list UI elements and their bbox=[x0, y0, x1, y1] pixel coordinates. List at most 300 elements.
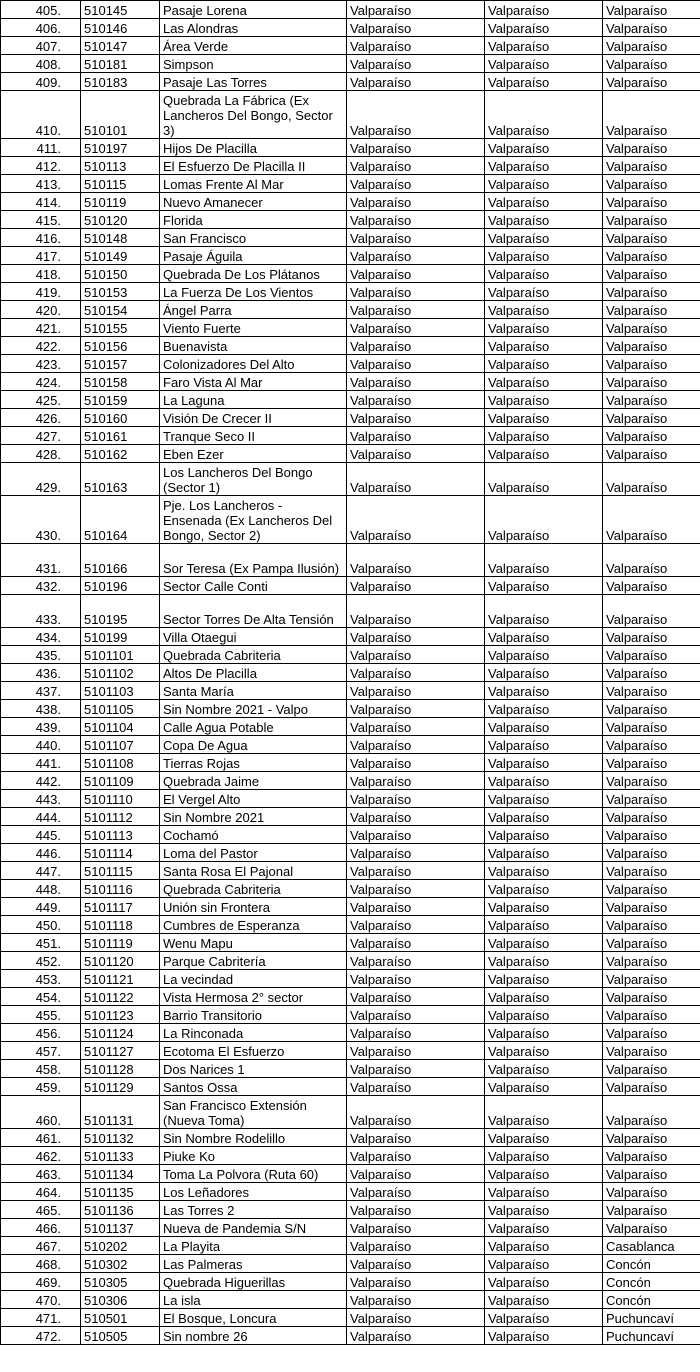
commune-cell: Valparaíso bbox=[603, 682, 700, 700]
region-cell: Valparaíso bbox=[347, 664, 485, 682]
row-number-cell: 419. bbox=[1, 283, 81, 301]
province-cell: Valparaíso bbox=[485, 1291, 603, 1309]
row-number-cell: 470. bbox=[1, 1291, 81, 1309]
table-row bbox=[1, 628, 700, 646]
province-cell: Valparaíso bbox=[485, 409, 603, 427]
commune-cell: Valparaíso bbox=[603, 175, 700, 193]
code-cell: 510163 bbox=[81, 463, 160, 496]
region-cell: Valparaíso bbox=[347, 337, 485, 355]
region-cell: Valparaíso bbox=[347, 790, 485, 808]
settlement-name-cell: Buenavista bbox=[160, 337, 347, 355]
settlement-name-cell: Área Verde bbox=[160, 37, 347, 55]
province-cell: Valparaíso bbox=[485, 1, 603, 19]
province-cell: Valparaíso bbox=[485, 700, 603, 718]
code-cell: 5101128 bbox=[81, 1060, 160, 1078]
commune-cell: Valparaíso bbox=[603, 247, 700, 265]
row-number-cell: 427. bbox=[1, 427, 81, 445]
code-cell: 5101127 bbox=[81, 1042, 160, 1060]
commune-cell: Valparaíso bbox=[603, 970, 700, 988]
region-cell: Valparaíso bbox=[347, 229, 485, 247]
table-body bbox=[1, 1, 700, 1345]
row-number-cell: 442. bbox=[1, 772, 81, 790]
region-cell: Valparaíso bbox=[347, 544, 485, 577]
commune-cell: Valparaíso bbox=[603, 445, 700, 463]
code-cell: 5101137 bbox=[81, 1219, 160, 1237]
table-row bbox=[1, 37, 700, 55]
row-number-cell: 434. bbox=[1, 628, 81, 646]
commune-cell: Valparaíso bbox=[603, 577, 700, 595]
table-row bbox=[1, 427, 700, 445]
region-cell: Valparaíso bbox=[347, 193, 485, 211]
settlement-name-cell: Copa De Agua bbox=[160, 736, 347, 754]
table-row bbox=[1, 1, 700, 19]
code-cell: 5101119 bbox=[81, 934, 160, 952]
settlement-name-cell: Santa Rosa El Pajonal bbox=[160, 862, 347, 880]
commune-cell: Valparaíso bbox=[603, 898, 700, 916]
commune-cell: Puchuncaví bbox=[603, 1327, 700, 1345]
code-cell: 5101122 bbox=[81, 988, 160, 1006]
code-cell: 510119 bbox=[81, 193, 160, 211]
code-cell: 5101102 bbox=[81, 664, 160, 682]
commune-cell: Valparaíso bbox=[603, 37, 700, 55]
table-row bbox=[1, 211, 700, 229]
table-row bbox=[1, 700, 700, 718]
province-cell: Valparaíso bbox=[485, 544, 603, 577]
settlement-name-cell: La isla bbox=[160, 1291, 347, 1309]
settlement-name-cell: Villa Otaegui bbox=[160, 628, 347, 646]
code-cell: 510166 bbox=[81, 544, 160, 577]
table-row bbox=[1, 91, 700, 139]
row-number-cell: 444. bbox=[1, 808, 81, 826]
region-cell: Valparaíso bbox=[347, 1024, 485, 1042]
table-row bbox=[1, 139, 700, 157]
table-row bbox=[1, 880, 700, 898]
province-cell: Valparaíso bbox=[485, 427, 603, 445]
commune-cell: Casablanca bbox=[603, 1237, 700, 1255]
commune-cell: Valparaíso bbox=[603, 373, 700, 391]
province-cell: Valparaíso bbox=[485, 1096, 603, 1129]
commune-cell: Valparaíso bbox=[603, 1006, 700, 1024]
table-row bbox=[1, 1237, 700, 1255]
commune-cell: Puchuncaví bbox=[603, 1309, 700, 1327]
province-cell: Valparaíso bbox=[485, 1327, 603, 1345]
settlement-name-cell: El Esfuerzo De Placilla II bbox=[160, 157, 347, 175]
province-cell: Valparaíso bbox=[485, 736, 603, 754]
row-number-cell: 436. bbox=[1, 664, 81, 682]
province-cell: Valparaíso bbox=[485, 391, 603, 409]
code-cell: 510302 bbox=[81, 1255, 160, 1273]
settlement-name-cell: Tranque Seco II bbox=[160, 427, 347, 445]
settlement-name-cell: Eben Ezer bbox=[160, 445, 347, 463]
row-number-cell: 456. bbox=[1, 1024, 81, 1042]
region-cell: Valparaíso bbox=[347, 1327, 485, 1345]
table-row bbox=[1, 934, 700, 952]
table-row bbox=[1, 577, 700, 595]
row-number-cell: 432. bbox=[1, 577, 81, 595]
code-cell: 5101134 bbox=[81, 1165, 160, 1183]
table-row bbox=[1, 1327, 700, 1345]
table-row bbox=[1, 1309, 700, 1327]
province-cell: Valparaíso bbox=[485, 37, 603, 55]
region-cell: Valparaíso bbox=[347, 496, 485, 544]
province-cell: Valparaíso bbox=[485, 301, 603, 319]
table-row bbox=[1, 19, 700, 37]
settlement-name-cell: Santa María bbox=[160, 682, 347, 700]
commune-cell: Valparaíso bbox=[603, 544, 700, 577]
table-row bbox=[1, 718, 700, 736]
province-cell: Valparaíso bbox=[485, 1165, 603, 1183]
region-cell: Valparaíso bbox=[347, 283, 485, 301]
province-cell: Valparaíso bbox=[485, 139, 603, 157]
table-row bbox=[1, 409, 700, 427]
province-cell: Valparaíso bbox=[485, 265, 603, 283]
region-cell: Valparaíso bbox=[347, 718, 485, 736]
region-cell: Valparaíso bbox=[347, 91, 485, 139]
region-cell: Valparaíso bbox=[347, 409, 485, 427]
table-row bbox=[1, 862, 700, 880]
code-cell: 5101132 bbox=[81, 1129, 160, 1147]
commune-cell: Valparaíso bbox=[603, 595, 700, 628]
region-cell: Valparaíso bbox=[347, 1201, 485, 1219]
province-cell: Valparaíso bbox=[485, 934, 603, 952]
province-cell: Valparaíso bbox=[485, 628, 603, 646]
table-row bbox=[1, 175, 700, 193]
region-cell: Valparaíso bbox=[347, 682, 485, 700]
settlement-name-cell: El Vergel Alto bbox=[160, 790, 347, 808]
region-cell: Valparaíso bbox=[347, 577, 485, 595]
province-cell: Valparaíso bbox=[485, 19, 603, 37]
code-cell: 510149 bbox=[81, 247, 160, 265]
code-cell: 5101133 bbox=[81, 1147, 160, 1165]
province-cell: Valparaíso bbox=[485, 862, 603, 880]
row-number-cell: 420. bbox=[1, 301, 81, 319]
province-cell: Valparaíso bbox=[485, 808, 603, 826]
row-number-cell: 418. bbox=[1, 265, 81, 283]
table-row bbox=[1, 1219, 700, 1237]
table-row bbox=[1, 463, 700, 496]
code-cell: 510147 bbox=[81, 37, 160, 55]
commune-cell: Valparaíso bbox=[603, 718, 700, 736]
province-cell: Valparaíso bbox=[485, 463, 603, 496]
row-number-cell: 415. bbox=[1, 211, 81, 229]
commune-cell: Valparaíso bbox=[603, 790, 700, 808]
commune-cell: Valparaíso bbox=[603, 772, 700, 790]
row-number-cell: 472. bbox=[1, 1327, 81, 1345]
region-cell: Valparaíso bbox=[347, 916, 485, 934]
commune-cell: Valparaíso bbox=[603, 826, 700, 844]
province-cell: Valparaíso bbox=[485, 1147, 603, 1165]
row-number-cell: 446. bbox=[1, 844, 81, 862]
row-number-cell: 462. bbox=[1, 1147, 81, 1165]
settlement-name-cell: Santos Ossa bbox=[160, 1078, 347, 1096]
commune-cell: Valparaíso bbox=[603, 91, 700, 139]
settlement-name-cell: Sector Torres De Alta Tensión bbox=[160, 595, 347, 628]
table-row bbox=[1, 373, 700, 391]
settlement-name-cell: Los Leñadores bbox=[160, 1183, 347, 1201]
code-cell: 5101110 bbox=[81, 790, 160, 808]
code-cell: 510306 bbox=[81, 1291, 160, 1309]
table-row bbox=[1, 1006, 700, 1024]
region-cell: Valparaíso bbox=[347, 1078, 485, 1096]
province-cell: Valparaíso bbox=[485, 898, 603, 916]
table-row bbox=[1, 646, 700, 664]
table-row bbox=[1, 772, 700, 790]
settlement-name-cell: Barrio Transitorio bbox=[160, 1006, 347, 1024]
settlement-name-cell: Pasaje Águila bbox=[160, 247, 347, 265]
commune-cell: Valparaíso bbox=[603, 754, 700, 772]
settlement-name-cell: Toma La Polvora (Ruta 60) bbox=[160, 1165, 347, 1183]
code-cell: 510202 bbox=[81, 1237, 160, 1255]
settlement-name-cell: La Rinconada bbox=[160, 1024, 347, 1042]
commune-cell: Valparaíso bbox=[603, 319, 700, 337]
code-cell: 5101107 bbox=[81, 736, 160, 754]
table-row bbox=[1, 337, 700, 355]
commune-cell: Valparaíso bbox=[603, 463, 700, 496]
settlement-name-cell: Hijos De Placilla bbox=[160, 139, 347, 157]
province-cell: Valparaíso bbox=[485, 1255, 603, 1273]
province-cell: Valparaíso bbox=[485, 970, 603, 988]
settlement-name-cell: Cumbres de Esperanza bbox=[160, 916, 347, 934]
settlement-name-cell: Quebrada Jaime bbox=[160, 772, 347, 790]
table-row bbox=[1, 157, 700, 175]
table-row bbox=[1, 595, 700, 628]
code-cell: 5101123 bbox=[81, 1006, 160, 1024]
region-cell: Valparaíso bbox=[347, 1060, 485, 1078]
region-cell: Valparaíso bbox=[347, 373, 485, 391]
region-cell: Valparaíso bbox=[347, 595, 485, 628]
commune-cell: Valparaíso bbox=[603, 301, 700, 319]
code-cell: 510197 bbox=[81, 139, 160, 157]
region-cell: Valparaíso bbox=[347, 301, 485, 319]
table-row bbox=[1, 898, 700, 916]
code-cell: 510164 bbox=[81, 496, 160, 544]
province-cell: Valparaíso bbox=[485, 1042, 603, 1060]
row-number-cell: 453. bbox=[1, 970, 81, 988]
code-cell: 510158 bbox=[81, 373, 160, 391]
settlement-name-cell: Parque Cabritería bbox=[160, 952, 347, 970]
table-row bbox=[1, 496, 700, 544]
settlement-name-cell: Los Lancheros Del Bongo (Sector 1) bbox=[160, 463, 347, 496]
settlement-name-cell: La Fuerza De Los Vientos bbox=[160, 283, 347, 301]
code-cell: 5101104 bbox=[81, 718, 160, 736]
commune-cell: Valparaíso bbox=[603, 139, 700, 157]
province-cell: Valparaíso bbox=[485, 211, 603, 229]
province-cell: Valparaíso bbox=[485, 247, 603, 265]
code-cell: 510120 bbox=[81, 211, 160, 229]
row-number-cell: 461. bbox=[1, 1129, 81, 1147]
code-cell: 5101113 bbox=[81, 826, 160, 844]
row-number-cell: 429. bbox=[1, 463, 81, 496]
commune-cell: Valparaíso bbox=[603, 1129, 700, 1147]
code-cell: 510150 bbox=[81, 265, 160, 283]
province-cell: Valparaíso bbox=[485, 844, 603, 862]
code-cell: 5101136 bbox=[81, 1201, 160, 1219]
commune-cell: Valparaíso bbox=[603, 1183, 700, 1201]
row-number-cell: 445. bbox=[1, 826, 81, 844]
commune-cell: Valparaíso bbox=[603, 700, 700, 718]
settlement-name-cell: Las Palmeras bbox=[160, 1255, 347, 1273]
settlement-name-cell: Cochamó bbox=[160, 826, 347, 844]
table-row bbox=[1, 301, 700, 319]
region-cell: Valparaíso bbox=[347, 55, 485, 73]
region-cell: Valparaíso bbox=[347, 427, 485, 445]
province-cell: Valparaíso bbox=[485, 754, 603, 772]
code-cell: 5101112 bbox=[81, 808, 160, 826]
code-cell: 5101114 bbox=[81, 844, 160, 862]
commune-cell: Valparaíso bbox=[603, 880, 700, 898]
region-cell: Valparaíso bbox=[347, 175, 485, 193]
province-cell: Valparaíso bbox=[485, 718, 603, 736]
commune-cell: Concón bbox=[603, 1273, 700, 1291]
commune-cell: Valparaíso bbox=[603, 988, 700, 1006]
region-cell: Valparaíso bbox=[347, 391, 485, 409]
code-cell: 510505 bbox=[81, 1327, 160, 1345]
region-cell: Valparaíso bbox=[347, 463, 485, 496]
row-number-cell: 457. bbox=[1, 1042, 81, 1060]
code-cell: 510145 bbox=[81, 1, 160, 19]
region-cell: Valparaíso bbox=[347, 1291, 485, 1309]
code-cell: 5101135 bbox=[81, 1183, 160, 1201]
commune-cell: Valparaíso bbox=[603, 337, 700, 355]
province-cell: Valparaíso bbox=[485, 1237, 603, 1255]
table-row bbox=[1, 1291, 700, 1309]
table-row bbox=[1, 391, 700, 409]
row-number-cell: 454. bbox=[1, 988, 81, 1006]
table-row bbox=[1, 664, 700, 682]
province-cell: Valparaíso bbox=[485, 1219, 603, 1237]
table-row bbox=[1, 952, 700, 970]
settlement-name-cell: Lomas Frente Al Mar bbox=[160, 175, 347, 193]
commune-cell: Valparaíso bbox=[603, 1219, 700, 1237]
commune-cell: Valparaíso bbox=[603, 1042, 700, 1060]
table-row bbox=[1, 265, 700, 283]
province-cell: Valparaíso bbox=[485, 283, 603, 301]
row-number-cell: 460. bbox=[1, 1096, 81, 1129]
code-cell: 510146 bbox=[81, 19, 160, 37]
commune-cell: Valparaíso bbox=[603, 1078, 700, 1096]
settlement-name-cell: Sin Nombre Rodelillo bbox=[160, 1129, 347, 1147]
code-cell: 5101118 bbox=[81, 916, 160, 934]
region-cell: Valparaíso bbox=[347, 1129, 485, 1147]
province-cell: Valparaíso bbox=[485, 826, 603, 844]
commune-cell: Valparaíso bbox=[603, 496, 700, 544]
table-row bbox=[1, 916, 700, 934]
settlement-name-cell: Nueva de Pandemia S/N bbox=[160, 1219, 347, 1237]
commune-cell: Valparaíso bbox=[603, 628, 700, 646]
region-cell: Valparaíso bbox=[347, 646, 485, 664]
region-cell: Valparaíso bbox=[347, 211, 485, 229]
row-number-cell: 459. bbox=[1, 1078, 81, 1096]
code-cell: 510501 bbox=[81, 1309, 160, 1327]
code-cell: 510161 bbox=[81, 427, 160, 445]
settlement-name-cell: El Bosque, Loncura bbox=[160, 1309, 347, 1327]
settlement-name-cell: Quebrada De Los Plátanos bbox=[160, 265, 347, 283]
settlement-name-cell: La Laguna bbox=[160, 391, 347, 409]
settlement-name-cell: Unión sin Frontera bbox=[160, 898, 347, 916]
commune-cell: Valparaíso bbox=[603, 736, 700, 754]
code-cell: 5101124 bbox=[81, 1024, 160, 1042]
table-row bbox=[1, 355, 700, 373]
row-number-cell: 422. bbox=[1, 337, 81, 355]
settlement-name-cell: La Playita bbox=[160, 1237, 347, 1255]
code-cell: 5101116 bbox=[81, 880, 160, 898]
table-row bbox=[1, 988, 700, 1006]
table-row bbox=[1, 826, 700, 844]
row-number-cell: 421. bbox=[1, 319, 81, 337]
commune-cell: Valparaíso bbox=[603, 1060, 700, 1078]
table-row bbox=[1, 445, 700, 463]
row-number-cell: 466. bbox=[1, 1219, 81, 1237]
province-cell: Valparaíso bbox=[485, 229, 603, 247]
region-cell: Valparaíso bbox=[347, 952, 485, 970]
table-row bbox=[1, 283, 700, 301]
region-cell: Valparaíso bbox=[347, 445, 485, 463]
province-cell: Valparaíso bbox=[485, 595, 603, 628]
code-cell: 510305 bbox=[81, 1273, 160, 1291]
table-row bbox=[1, 544, 700, 577]
region-cell: Valparaíso bbox=[347, 265, 485, 283]
settlement-name-cell: Piuke Ko bbox=[160, 1147, 347, 1165]
settlement-name-cell: Quebrada Higuerillas bbox=[160, 1273, 347, 1291]
region-cell: Valparaíso bbox=[347, 844, 485, 862]
commune-cell: Valparaíso bbox=[603, 916, 700, 934]
province-cell: Valparaíso bbox=[485, 988, 603, 1006]
row-number-cell: 450. bbox=[1, 916, 81, 934]
table-row bbox=[1, 736, 700, 754]
table-row bbox=[1, 1165, 700, 1183]
code-cell: 510148 bbox=[81, 229, 160, 247]
row-number-cell: 448. bbox=[1, 880, 81, 898]
row-number-cell: 438. bbox=[1, 700, 81, 718]
province-cell: Valparaíso bbox=[485, 664, 603, 682]
code-cell: 5101117 bbox=[81, 898, 160, 916]
region-cell: Valparaíso bbox=[347, 988, 485, 1006]
row-number-cell: 471. bbox=[1, 1309, 81, 1327]
row-number-cell: 409. bbox=[1, 73, 81, 91]
code-cell: 510115 bbox=[81, 175, 160, 193]
commune-cell: Valparaíso bbox=[603, 427, 700, 445]
settlement-name-cell: Visión De Crecer II bbox=[160, 409, 347, 427]
settlement-name-cell: Loma del Pastor bbox=[160, 844, 347, 862]
province-cell: Valparaíso bbox=[485, 373, 603, 391]
region-cell: Valparaíso bbox=[347, 1006, 485, 1024]
province-cell: Valparaíso bbox=[485, 1024, 603, 1042]
commune-cell: Valparaíso bbox=[603, 952, 700, 970]
code-cell: 510157 bbox=[81, 355, 160, 373]
region-cell: Valparaíso bbox=[347, 1255, 485, 1273]
code-cell: 5101103 bbox=[81, 682, 160, 700]
row-number-cell: 451. bbox=[1, 934, 81, 952]
table-row bbox=[1, 1024, 700, 1042]
code-cell: 510195 bbox=[81, 595, 160, 628]
code-cell: 5101105 bbox=[81, 700, 160, 718]
province-cell: Valparaíso bbox=[485, 157, 603, 175]
region-cell: Valparaíso bbox=[347, 934, 485, 952]
row-number-cell: 405. bbox=[1, 1, 81, 19]
settlement-name-cell: Sin Nombre 2021 - Valpo bbox=[160, 700, 347, 718]
settlement-name-cell: Pasaje Lorena bbox=[160, 1, 347, 19]
code-cell: 510160 bbox=[81, 409, 160, 427]
region-cell: Valparaíso bbox=[347, 1147, 485, 1165]
province-cell: Valparaíso bbox=[485, 1078, 603, 1096]
commune-cell: Valparaíso bbox=[603, 646, 700, 664]
row-number-cell: 423. bbox=[1, 355, 81, 373]
region-cell: Valparaíso bbox=[347, 37, 485, 55]
table-row bbox=[1, 1129, 700, 1147]
commune-cell: Valparaíso bbox=[603, 808, 700, 826]
settlement-name-cell: San Francisco Extensión (Nueva Toma) bbox=[160, 1096, 347, 1129]
code-cell: 510159 bbox=[81, 391, 160, 409]
